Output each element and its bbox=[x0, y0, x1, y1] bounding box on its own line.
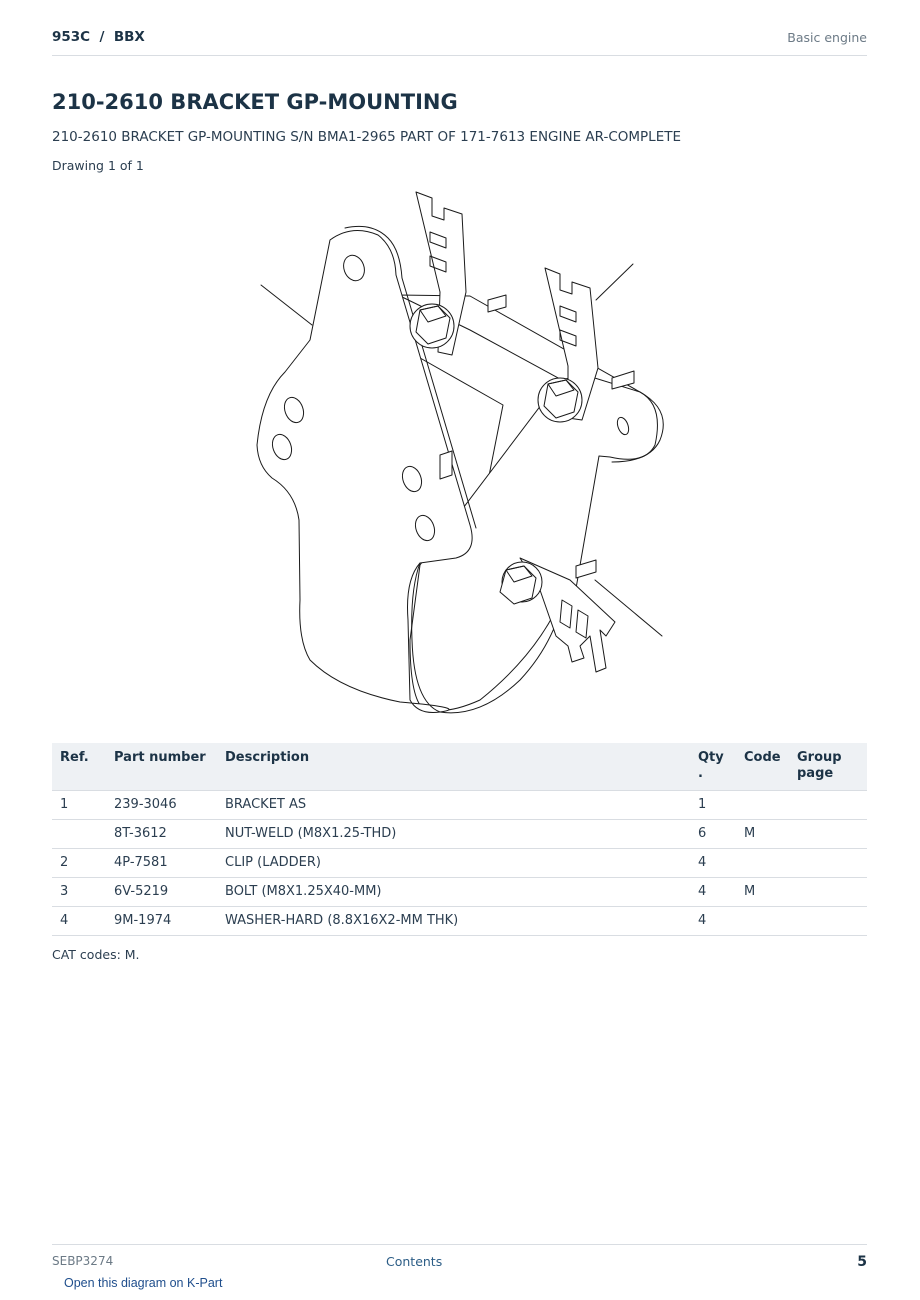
table-row bbox=[52, 878, 867, 907]
cell-description: NUT-WELD (M8X1.25-THD) bbox=[217, 820, 690, 849]
breadcrumb bbox=[52, 29, 145, 45]
cell-code: M bbox=[736, 820, 789, 849]
cell-part-number: 9M-1974 bbox=[106, 907, 217, 936]
cell-group-page bbox=[789, 820, 867, 849]
cell-group-page bbox=[789, 791, 867, 820]
document-id: SEBP3274 bbox=[52, 1254, 114, 1268]
cell-description: WASHER-HARD (8.8X16X2-MM THK) bbox=[217, 907, 690, 936]
cell-ref: 2 bbox=[52, 849, 106, 878]
cell-group-page bbox=[789, 849, 867, 878]
cell-ref bbox=[52, 820, 106, 849]
table-row bbox=[52, 849, 867, 878]
cell-part-number: 6V-5219 bbox=[106, 878, 217, 907]
cell-group-page bbox=[789, 907, 867, 936]
cell-description: BOLT (M8X1.25X40-MM) bbox=[217, 878, 690, 907]
table-header-row bbox=[52, 743, 867, 791]
cell-part-number: 239-3046 bbox=[106, 791, 217, 820]
cat-codes-note: CAT codes: M. bbox=[52, 947, 140, 962]
col-header-ref: Ref. bbox=[52, 743, 106, 791]
cell-ref: 4 bbox=[52, 907, 106, 936]
breadcrumb-separator: / bbox=[99, 29, 105, 45]
stud bbox=[440, 451, 452, 479]
page-title: 210-2610 BRACKET GP-MOUNTING bbox=[52, 90, 458, 114]
page-subtitle: 210-2610 BRACKET GP-MOUNTING S/N BMA1-2965 PART OF 171-7613 ENGINE AR-COMPLETE bbox=[52, 129, 682, 145]
cell-qty: 1 bbox=[690, 791, 736, 820]
cell-ref: 1 bbox=[52, 791, 106, 820]
col-header-description: Description bbox=[217, 743, 690, 791]
table-row bbox=[52, 820, 867, 849]
leader-line bbox=[261, 285, 312, 325]
cell-group-page bbox=[789, 878, 867, 907]
col-header-code: Code bbox=[736, 743, 789, 791]
cell-code bbox=[736, 791, 789, 820]
col-header-qty: Qty . bbox=[690, 743, 736, 791]
parts-table bbox=[52, 743, 867, 936]
stud bbox=[488, 295, 506, 312]
page-footer bbox=[52, 1244, 867, 1275]
table-row bbox=[52, 791, 867, 820]
cell-part-number: 8T-3612 bbox=[106, 820, 217, 849]
cell-qty: 4 bbox=[690, 907, 736, 936]
col-header-group-page: Group page bbox=[789, 743, 867, 791]
breadcrumb-prefix: BBX bbox=[113, 29, 145, 45]
contents-link[interactable]: Contents bbox=[386, 1254, 443, 1269]
page-header bbox=[52, 28, 867, 56]
cell-qty: 4 bbox=[690, 849, 736, 878]
col-header-part-number: Part number bbox=[106, 743, 217, 791]
cell-qty: 6 bbox=[690, 820, 736, 849]
cell-code bbox=[736, 907, 789, 936]
section-name: Basic engine bbox=[787, 30, 867, 45]
cell-part-number: 4P-7581 bbox=[106, 849, 217, 878]
cell-code: M bbox=[736, 878, 789, 907]
table-row bbox=[52, 907, 867, 936]
leader-line bbox=[596, 264, 633, 300]
page-number: 5 bbox=[857, 1254, 867, 1270]
parts-diagram bbox=[240, 182, 680, 722]
cell-qty: 4 bbox=[690, 878, 736, 907]
cell-ref: 3 bbox=[52, 878, 106, 907]
cell-code bbox=[736, 849, 789, 878]
cell-description: BRACKET AS bbox=[217, 791, 690, 820]
breadcrumb-model: 953C bbox=[52, 29, 91, 45]
drawing-count: Drawing 1 of 1 bbox=[52, 158, 144, 173]
cell-description: CLIP (LADDER) bbox=[217, 849, 690, 878]
open-on-kpart-link[interactable]: Open this diagram on K-Part bbox=[64, 1276, 223, 1290]
